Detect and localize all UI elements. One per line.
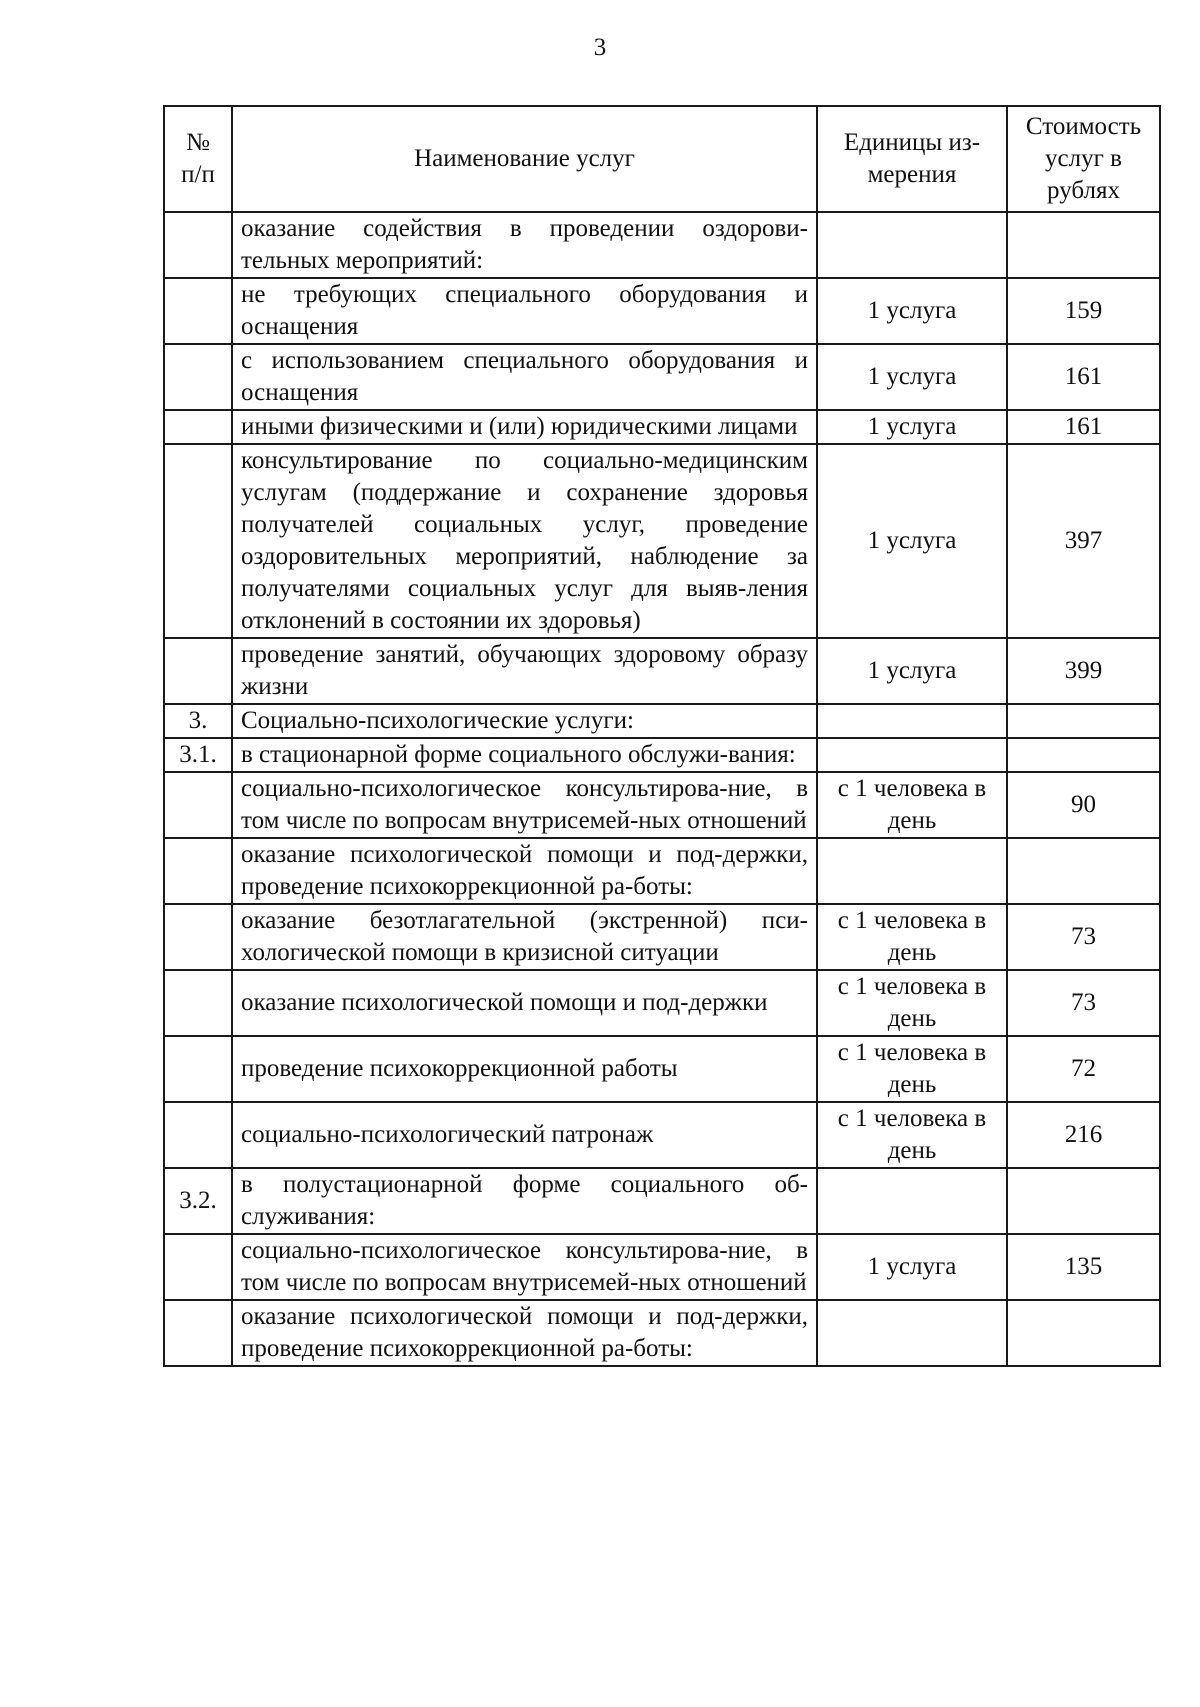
service-cost: 161 xyxy=(1007,344,1160,410)
service-name: проведение занятий, обучающих здоровому образу жизни xyxy=(232,638,817,704)
service-name: не требующих специального оборудования и оснащения xyxy=(232,278,817,344)
subsection-title: в стационарной форме социального обслужи-вания: xyxy=(232,738,817,772)
service-unit: 1 услуга xyxy=(817,638,1007,704)
service-unit xyxy=(817,838,1007,904)
row-number xyxy=(164,772,232,838)
service-unit: с 1 человека в день xyxy=(817,772,1007,838)
service-name: проведение психокоррекционной работы xyxy=(232,1036,817,1102)
table-row xyxy=(164,410,1160,444)
row-number xyxy=(164,1234,232,1300)
row-number: 3. xyxy=(164,704,232,738)
services-price-table xyxy=(163,105,1161,1367)
row-number xyxy=(164,904,232,970)
row-number xyxy=(164,212,232,278)
service-unit: 1 услуга xyxy=(817,444,1007,638)
service-name: социально-психологическое консультирова-ние, в том числе по вопросам внутрисемей-ных отношений xyxy=(232,1234,817,1300)
row-number xyxy=(164,1102,232,1168)
row-number xyxy=(164,970,232,1036)
service-cost: 159 xyxy=(1007,278,1160,344)
subsection-title: в полустационарной форме социального об-служивания: xyxy=(232,1168,817,1234)
service-unit xyxy=(817,1300,1007,1366)
table-row xyxy=(164,970,1160,1036)
service-cost: 73 xyxy=(1007,970,1160,1036)
table-row xyxy=(164,278,1160,344)
service-cost: 397 xyxy=(1007,444,1160,638)
section-title: Социально-психологические услуги: xyxy=(232,704,817,738)
column-header-num: № п/п xyxy=(164,106,232,212)
service-unit: с 1 человека в день xyxy=(817,904,1007,970)
table-row xyxy=(164,212,1160,278)
table-row xyxy=(164,1102,1160,1168)
service-name: оказание безотлагательной (экстренной) пси-хологической помощи в кризисной ситуации xyxy=(232,904,817,970)
service-unit: 1 услуга xyxy=(817,410,1007,444)
table-row xyxy=(164,904,1160,970)
service-cost xyxy=(1007,738,1160,772)
service-cost: 161 xyxy=(1007,410,1160,444)
subsection-row xyxy=(164,1168,1160,1234)
service-cost xyxy=(1007,1168,1160,1234)
service-name: оказание содействия в проведении оздорови-тельных мероприятий: xyxy=(232,212,817,278)
service-cost xyxy=(1007,212,1160,278)
service-cost xyxy=(1007,838,1160,904)
table-row xyxy=(164,344,1160,410)
column-header-unit: Единицы из-мерения xyxy=(817,106,1007,212)
column-header-cost: Стоимость услуг в рублях xyxy=(1007,106,1160,212)
service-cost xyxy=(1007,1300,1160,1366)
service-name: с использованием специального оборудования и оснащения xyxy=(232,344,817,410)
row-number xyxy=(164,638,232,704)
service-unit xyxy=(817,1168,1007,1234)
row-number xyxy=(164,344,232,410)
service-unit: 1 услуга xyxy=(817,278,1007,344)
table-row xyxy=(164,444,1160,638)
service-name: консультирование по социально-медицинским услугам (поддержание и сохранение здоровья получателей социальных услуг, проведение оздоровительных мероприятий, наблюдение за получателями социальных услуг для выяв-ления отклонений в состоянии их здоровья) xyxy=(232,444,817,638)
page-number: 3 xyxy=(593,34,607,61)
service-unit: 1 услуга xyxy=(817,344,1007,410)
table-row xyxy=(164,1234,1160,1300)
service-cost: 399 xyxy=(1007,638,1160,704)
service-name: иными физическими и (или) юридическими лицами xyxy=(232,410,817,444)
service-unit xyxy=(817,704,1007,738)
service-name: социально-психологический патронаж xyxy=(232,1102,817,1168)
service-name: оказание психологической помощи и под-держки xyxy=(232,970,817,1036)
service-unit: с 1 человека в день xyxy=(817,970,1007,1036)
service-name: социально-психологическое консультирова-ние, в том числе по вопросам внутрисемей-ных отношений xyxy=(232,772,817,838)
row-number xyxy=(164,444,232,638)
service-cost: 90 xyxy=(1007,772,1160,838)
service-unit: с 1 человека в день xyxy=(817,1102,1007,1168)
table-row xyxy=(164,1036,1160,1102)
service-unit xyxy=(817,738,1007,772)
subsection-row xyxy=(164,738,1160,772)
service-cost: 72 xyxy=(1007,1036,1160,1102)
service-name: оказание психологической помощи и под-держки, проведение психокоррекционной ра-боты: xyxy=(232,1300,817,1366)
service-cost: 73 xyxy=(1007,904,1160,970)
table-row xyxy=(164,772,1160,838)
service-cost: 216 xyxy=(1007,1102,1160,1168)
table-header-row xyxy=(164,106,1160,212)
service-unit: с 1 человека в день xyxy=(817,1036,1007,1102)
service-unit: 1 услуга xyxy=(817,1234,1007,1300)
table-row xyxy=(164,838,1160,904)
row-number xyxy=(164,410,232,444)
section-row xyxy=(164,704,1160,738)
column-header-name: Наименование услуг xyxy=(232,106,817,212)
row-number xyxy=(164,278,232,344)
row-number xyxy=(164,1300,232,1366)
row-number xyxy=(164,838,232,904)
service-unit xyxy=(817,212,1007,278)
table-row xyxy=(164,1300,1160,1366)
row-number xyxy=(164,1036,232,1102)
service-name: оказание психологической помощи и под-держки, проведение психокоррекционной ра-боты: xyxy=(232,838,817,904)
service-cost xyxy=(1007,704,1160,738)
table-row xyxy=(164,638,1160,704)
row-number: 3.1. xyxy=(164,738,232,772)
service-cost: 135 xyxy=(1007,1234,1160,1300)
row-number: 3.2. xyxy=(164,1168,232,1234)
